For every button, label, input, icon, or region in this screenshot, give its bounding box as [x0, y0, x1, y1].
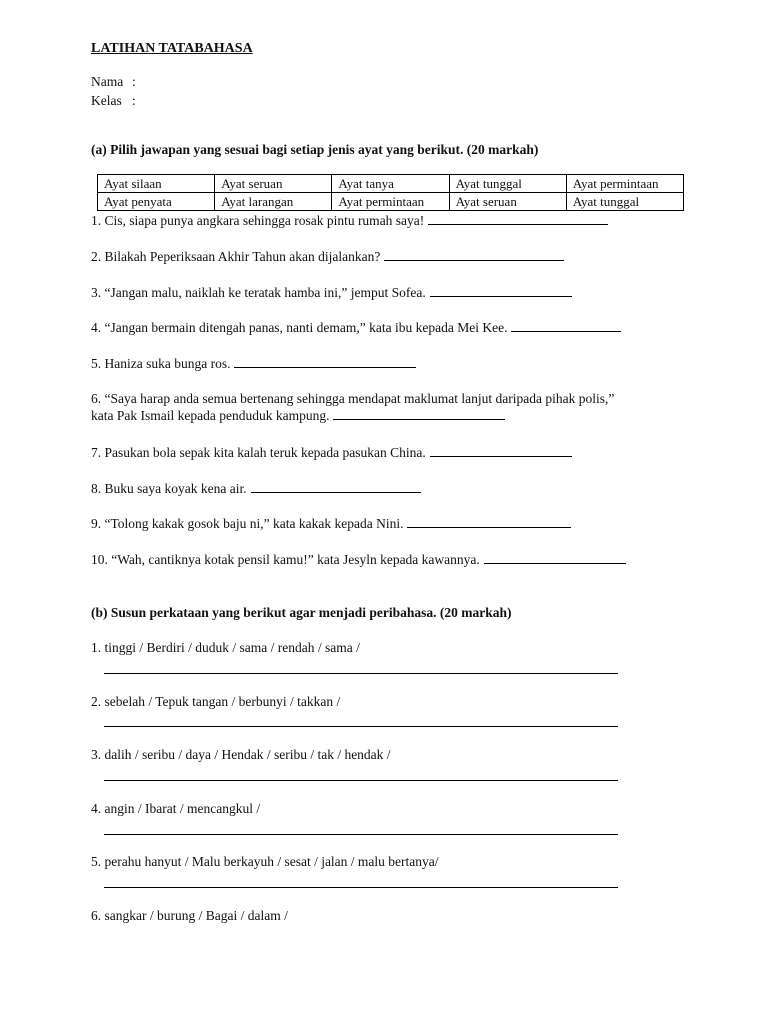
question-a4: [91, 319, 621, 336]
question-text: 2. Bilakah Peperiksaan Akhir Tahun akan dijalankan?: [91, 249, 381, 264]
answer-blank[interactable]: [251, 480, 421, 493]
answer-blank[interactable]: [333, 407, 505, 420]
question-text: 9. “Tolong kakak gosok baju ni,” kata kakak kepada Nini.: [91, 516, 404, 531]
name-field: [91, 74, 136, 90]
answer-blank[interactable]: [511, 319, 621, 332]
question-a2: [91, 248, 564, 265]
name-colon: :: [132, 74, 136, 89]
name-label: Nama: [91, 74, 124, 89]
answer-line[interactable]: [104, 780, 618, 781]
worksheet-title: LATIHAN TATABAHASA: [91, 41, 253, 56]
question-a8: [91, 480, 421, 497]
section-a-heading: (a) Pilih jawapan yang sesuai bagi setiap jenis ayat yang berikut. (20 markah): [91, 142, 539, 157]
class-colon: :: [132, 93, 136, 108]
table-cell: Ayat penyata: [98, 193, 215, 211]
table-cell: Ayat permintaan: [332, 193, 449, 211]
answer-blank[interactable]: [430, 284, 572, 297]
table-row: [98, 175, 684, 193]
table-cell: Ayat tunggal: [566, 193, 683, 211]
question-b3: 3. dalih / seribu / daya / Hendak / seribu / tak / hendak /: [91, 747, 391, 762]
answer-blank[interactable]: [484, 551, 626, 564]
class-label: Kelas: [91, 93, 122, 108]
answer-line[interactable]: [104, 887, 618, 888]
question-text: 5. Haniza suka bunga ros.: [91, 356, 231, 371]
question-a10: [91, 551, 626, 568]
question-text: 6. “Saya harap anda semua bertenang sehingga mendapat maklumat lanjut daripada pihak polis,”: [91, 391, 615, 406]
answer-line[interactable]: [104, 726, 618, 727]
question-text-continued: kata Pak Ismail kepada penduduk kampung.: [91, 408, 330, 423]
question-b5: 5. perahu hanyut / Malu berkayuh / sesat / jalan / malu bertanya/: [91, 854, 439, 869]
question-a1: [91, 212, 608, 229]
answer-blank[interactable]: [384, 248, 564, 261]
question-a5: [91, 355, 416, 372]
table-cell: Ayat tanya: [332, 175, 449, 193]
question-b1: 1. tinggi / Berdiri / duduk / sama / rendah / sama /: [91, 640, 360, 655]
question-b6: 6. sangkar / burung / Bagai / dalam /: [91, 908, 288, 923]
question-text: 4. “Jangan bermain ditengah panas, nanti demam,” kata ibu kepada Mei Kee.: [91, 320, 508, 335]
question-a7: [91, 444, 572, 461]
table-row: [98, 193, 684, 211]
question-text: 7. Pasukan bola sepak kita kalah teruk kepada pasukan China.: [91, 445, 426, 460]
question-b4: 4. angin / Ibarat / mencangkul /: [91, 801, 261, 816]
answer-blank[interactable]: [430, 444, 572, 457]
question-a6: [91, 390, 614, 424]
table-cell: Ayat permintaan: [566, 175, 683, 193]
question-text: 1. Cis, siapa punya angkara sehingga rosak pintu rumah saya!: [91, 213, 425, 228]
answer-options-table: [97, 174, 684, 211]
question-a3: [91, 284, 572, 301]
question-text: 8. Buku saya koyak kena air.: [91, 481, 247, 496]
table-cell: Ayat larangan: [215, 193, 332, 211]
table-cell: Ayat seruan: [215, 175, 332, 193]
table-cell: Ayat silaan: [98, 175, 215, 193]
question-text: 10. “Wah, cantiknya kotak pensil kamu!” kata Jesyln kepada kawannya.: [91, 552, 480, 567]
table-cell: Ayat tunggal: [449, 175, 566, 193]
question-b2: 2. sebelah / Tepuk tangan / berbunyi / takkan /: [91, 694, 341, 709]
answer-line[interactable]: [104, 834, 618, 835]
question-text: 3. “Jangan malu, naiklah ke teratak hamba ini,” jemput Sofea.: [91, 285, 426, 300]
answer-blank[interactable]: [428, 212, 608, 225]
section-b-heading: (b) Susun perkataan yang berikut agar menjadi peribahasa. (20 markah): [91, 605, 512, 620]
answer-blank[interactable]: [234, 355, 416, 368]
table-cell: Ayat seruan: [449, 193, 566, 211]
class-field: [91, 93, 136, 109]
answer-line[interactable]: [104, 673, 618, 674]
answer-blank[interactable]: [407, 515, 571, 528]
question-a9: [91, 515, 571, 532]
